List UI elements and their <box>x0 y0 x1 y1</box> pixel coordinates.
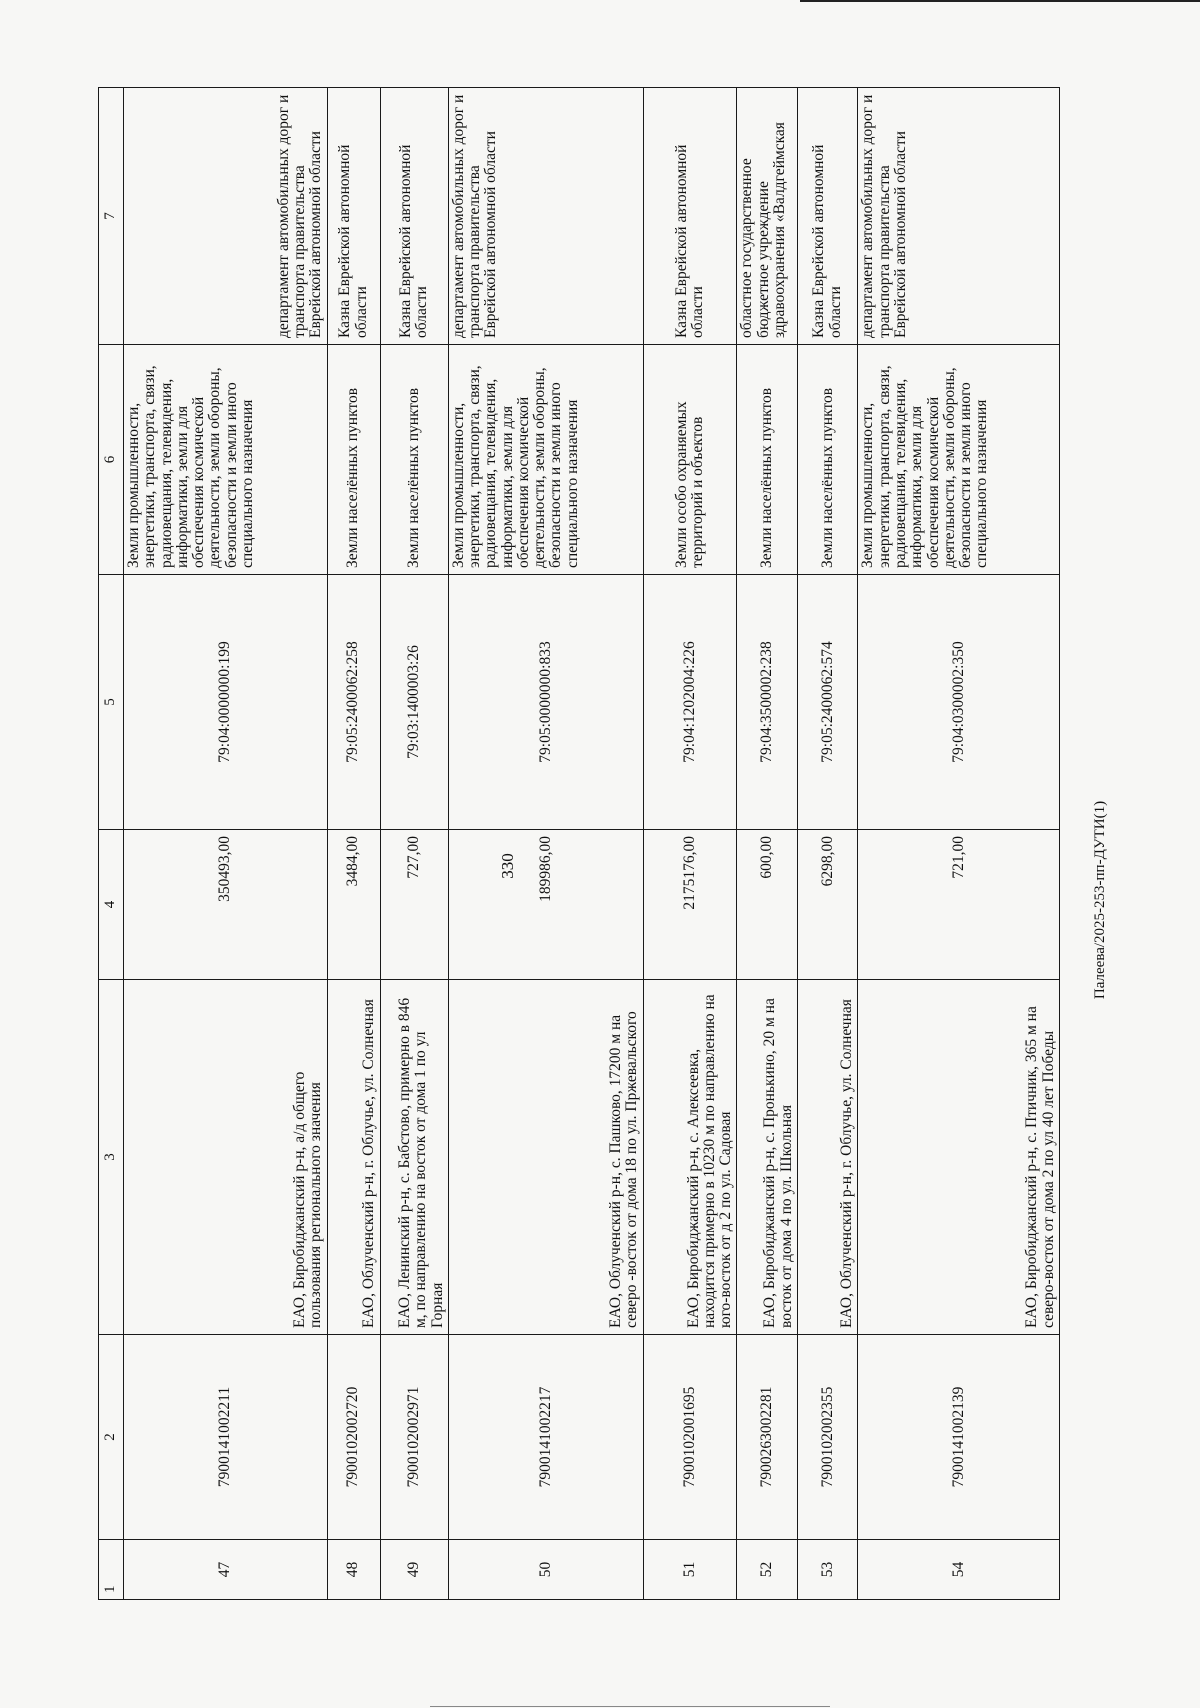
cadastral-number: 79:04:1202004:226 <box>643 575 737 830</box>
rights-holder: Казна Еврейской автономной области <box>643 88 737 345</box>
object-code: 7900102002720 <box>327 1335 380 1540</box>
table-row <box>858 88 1060 1600</box>
document-footer-code <box>1089 600 1111 1200</box>
table-row <box>643 88 737 1600</box>
rotated-table-wrapper <box>98 88 1060 1600</box>
land-category: Земли промышленности, энергетики, транспорта, связи, радиовещания, телевидения, информатики, земли для обеспечения космической деятельности, земли обороны, безопасности и земли иного специального назначения <box>858 345 1060 575</box>
row-number: 52 <box>737 1540 798 1600</box>
object-code: 7900141002211 <box>124 1335 328 1540</box>
area-cell: 600,00 <box>737 830 798 980</box>
column-numbers-row <box>99 88 124 1600</box>
area-cell: 2175176,00 <box>643 830 737 980</box>
object-code: 7900141002139 <box>858 1335 1060 1540</box>
object-code: 7900102002971 <box>380 1335 448 1540</box>
column-header: 6 <box>99 345 124 575</box>
row-number: 54 <box>858 1540 1060 1600</box>
cadastral-number: 79:04:3500002:238 <box>737 575 798 830</box>
column-header: 7 <box>99 88 124 345</box>
land-category: Земли населённых пунктов <box>327 345 380 575</box>
rights-holder: департамент автомобильных дорог и транспорта правительства Еврейской автономной области <box>448 88 643 345</box>
land-category: Земли особо охраняемых территорий и объектов <box>643 345 737 575</box>
rights-holder: областное государственное бюджетное учреждение здравоохранения «Валдгеймская <box>737 88 798 345</box>
address-cell: ЕАО, Облученский р-н, г. Облучье, ул. Солнечная <box>327 980 380 1335</box>
table-row <box>737 88 798 1600</box>
table-row <box>797 88 858 1600</box>
column-header: 1 <box>99 1540 124 1600</box>
row-number: 50 <box>448 1540 643 1600</box>
land-category: Земли населённых пунктов <box>797 345 858 575</box>
land-plots-table <box>98 87 1060 1600</box>
cadastral-number: 79:05:2400062:574 <box>797 575 858 830</box>
row-number: 51 <box>643 1540 737 1600</box>
address-cell: ЕАО, Биробиджанский р-н, а/д общего пользования регионального значения <box>124 980 328 1335</box>
column-header: 5 <box>99 575 124 830</box>
column-header: 4 <box>99 830 124 980</box>
object-code: 7900102002355 <box>797 1335 858 1540</box>
rights-holder: Казна Еврейской автономной области <box>327 88 380 345</box>
rights-holder: департамент автомобильных дорог и транспорта правительства Еврейской автономной области <box>858 88 1060 345</box>
object-code: 7900263002281 <box>737 1335 798 1540</box>
footer-code-text: Палеева/2025-253-пп-ДУТИ(1) <box>1091 800 1108 1000</box>
cadastral-number: 79:05:2400062:258 <box>327 575 380 830</box>
row-number: 53 <box>797 1540 858 1600</box>
rights-holder: Казна Еврейской автономной области <box>797 88 858 345</box>
cadastral-number: 79:05:0000000:833 <box>448 575 643 830</box>
rights-holder: Казна Еврейской автономной области <box>380 88 448 345</box>
row-number: 47 <box>124 1540 328 1600</box>
address-cell: ЕАО, Облученский р-н, с. Пашково, 17200 м на северо -восток от дома 18 по ул. Пржевальского <box>448 980 643 1335</box>
cadastral-number: 79:03:1400003:26 <box>380 575 448 830</box>
area-cell: 721,00 <box>858 830 1060 980</box>
address-cell: ЕАО, Биробиджанский р-н, с. Пронькино, 20 м на восток от дома 4 по ул. Школьная <box>737 980 798 1335</box>
land-category: Земли населённых пунктов <box>380 345 448 575</box>
area-cell: 727,00 <box>380 830 448 980</box>
rights-holder: департамент автомобильных дорог и транспорта правительства Еврейской автономной области <box>124 88 328 345</box>
land-category: Земли промышленности, энергетики, транспорта, связи, радиовещания, телевидения, информатики, земли для обеспечения космической деятельности, земли обороны, безопасности и земли иного специального назначения <box>448 345 643 575</box>
cadastral-number: 79:04:0000000:199 <box>124 575 328 830</box>
table-row <box>448 88 643 1600</box>
object-code: 7900102001695 <box>643 1335 737 1540</box>
table-row <box>380 88 448 1600</box>
object-code: 7900141002217 <box>448 1335 643 1540</box>
scan-edge-line <box>800 0 1200 2</box>
land-category: Земли промышленности, энергетики, транспорта, связи, радиовещания, телевидения, информатики, земли для обеспечения космической деятельности, земли обороны, безопасности и земли иного специального назначения <box>124 345 328 575</box>
address-cell: ЕАО, Биробиджанский р-н, с. Птичник, 365 м на северо-восток от дома 2 по ул 40 лет Победы <box>858 980 1060 1335</box>
area-cell: 350493,00 <box>124 830 328 980</box>
page-number: 330 <box>498 853 517 879</box>
area-cell: 189986,00 <box>448 830 643 980</box>
scan-edge-line <box>430 1706 830 1707</box>
land-category: Земли населённых пунктов <box>737 345 798 575</box>
row-number: 49 <box>380 1540 448 1600</box>
cadastral-number: 79:04:0300002:350 <box>858 575 1060 830</box>
table-row <box>124 88 328 1600</box>
column-header: 2 <box>99 1335 124 1540</box>
address-cell: ЕАО, Ленинский р-н, с. Бабстово, примерно в 846 м, по направлению на восток от дома 1 по ул Горная <box>380 980 448 1335</box>
address-cell: ЕАО, Биробиджанский р-н, с. Алексеевка, находится примерно в 10230 м по направлению на юго-восток от д 2 по ул. Садовая <box>643 980 737 1335</box>
row-number: 48 <box>327 1540 380 1600</box>
area-cell: 3484,00 <box>327 830 380 980</box>
area-cell: 6298,00 <box>797 830 858 980</box>
address-cell: ЕАО, Облученский р-н, г. Облучье, ул. Солнечная <box>797 980 858 1335</box>
column-header: 3 <box>99 980 124 1335</box>
table-row <box>327 88 380 1600</box>
